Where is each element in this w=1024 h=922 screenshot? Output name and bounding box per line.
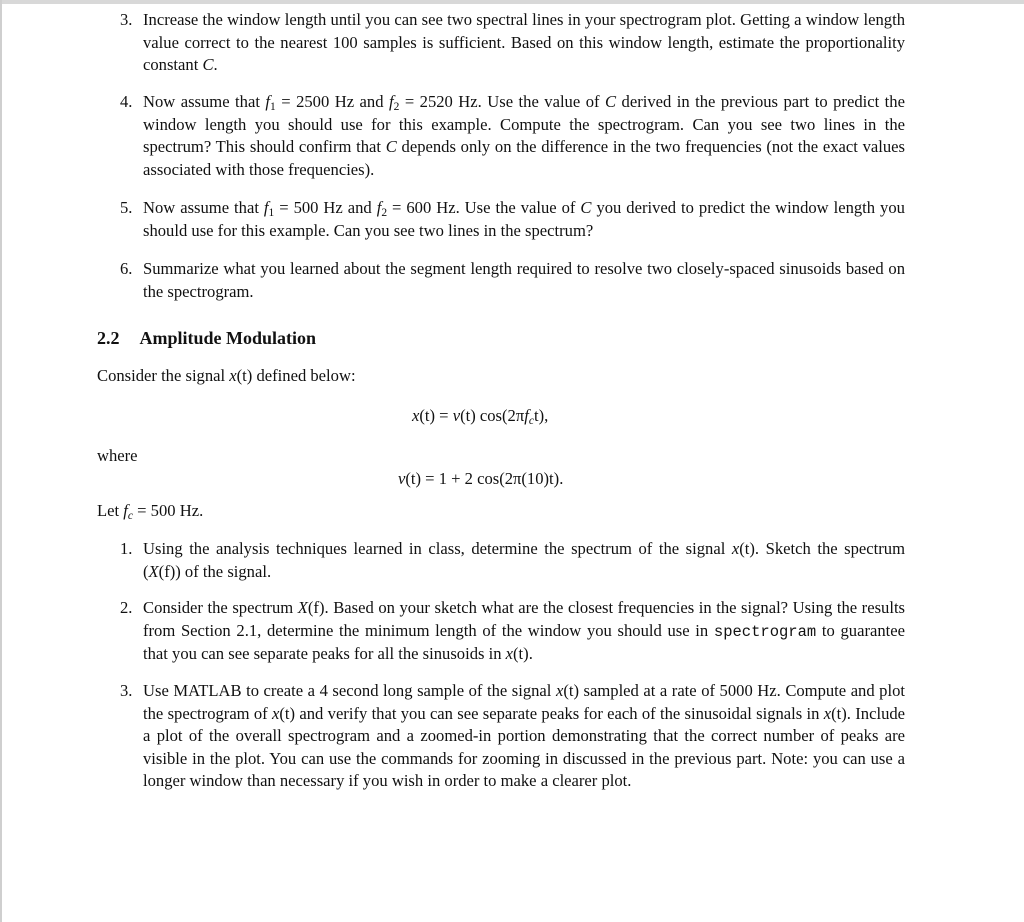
section-heading	[97, 327, 316, 351]
list-item-3: Increase the window length until you can see two spectral lines in your spectrogram plot. Getting a window length value correct to the nearest 100 samples is sufficient. Based on this window length, estimate the proportionality constant C.	[143, 10, 905, 75]
list-item-6: Summarize what you learned about the segment length required to resolve two closely-spaced sinusoids based on the spectrogram.	[143, 259, 905, 301]
list-number: 1.	[120, 539, 133, 558]
section-title: Amplitude Modulation	[139, 328, 317, 348]
am-list-item-3: Use MATLAB to create a 4 second long sample of the signal x(t) sampled at a rate of 5000 Hz. Compute and plot the spectrogram of x(t) and verify that you can see separate peaks for each of the sinusoidal signals in x(t). Include a plot of the overall spectrogram and a zoomed-in portion demonstrating that the correct number of peaks are visible in the plot. You can use the commands for zooming in discussed in the previous part. Note: you can use a longer window than necessary if you wish in order to make a clearer plot.	[143, 681, 906, 791]
list-number: 3.	[120, 681, 133, 700]
list-item-5: Now assume that $f_1 = 500$ Hz and $f_2 = 600$ Hz. Use the value of C you derived to predict the window length you should use for this example. Can you see two lines in the spectrum?	[143, 198, 905, 240]
list-number: 5.	[120, 198, 133, 217]
list-number: 2.	[120, 598, 133, 617]
let-statement: Let $f_c = 500$ Hz.	[97, 501, 204, 522]
section-intro: Consider the signal x(t) defined below:	[97, 366, 356, 385]
am-list-item-2: Consider the spectrum X(f). Based on your sketch what are the closest frequencies in the signal? Using the results from Section 2.1, determine the minimum length of the window you should use in spectrogram to guarantee that you can see separate peaks for all the sinusoids in x(t).	[143, 598, 906, 664]
section-number: 2.2	[97, 328, 120, 348]
equation-v: v(t) = 1 + 2 cos(2π(10)t).	[398, 469, 564, 488]
where-label: where	[97, 446, 138, 465]
list-number: 6.	[120, 259, 133, 278]
list-number: 3.	[120, 10, 133, 29]
equation-x: x(t) = v(t) $\cos(2\pi f_ct)$,	[412, 406, 549, 427]
code-spectrogram: spectrogram	[713, 622, 817, 641]
am-list-item-1: Using the analysis techniques learned in class, determine the spectrum of the signal x(t). Sketch the spectrum (X(f)) of the signal.	[143, 539, 905, 581]
list-number: 4.	[120, 92, 133, 111]
list-item-4: Now assume that $f_1 = 2500$ Hz and $f_2 = 2520$ Hz. Use the value of C derived in the previous part to predict the window length you should use for this example. Compute the spectrogram. Can you see two lines in the spectrum? This should confirm that C depends only on the difference in the two frequencies (not the exact values associated with those frequencies).	[143, 92, 905, 179]
